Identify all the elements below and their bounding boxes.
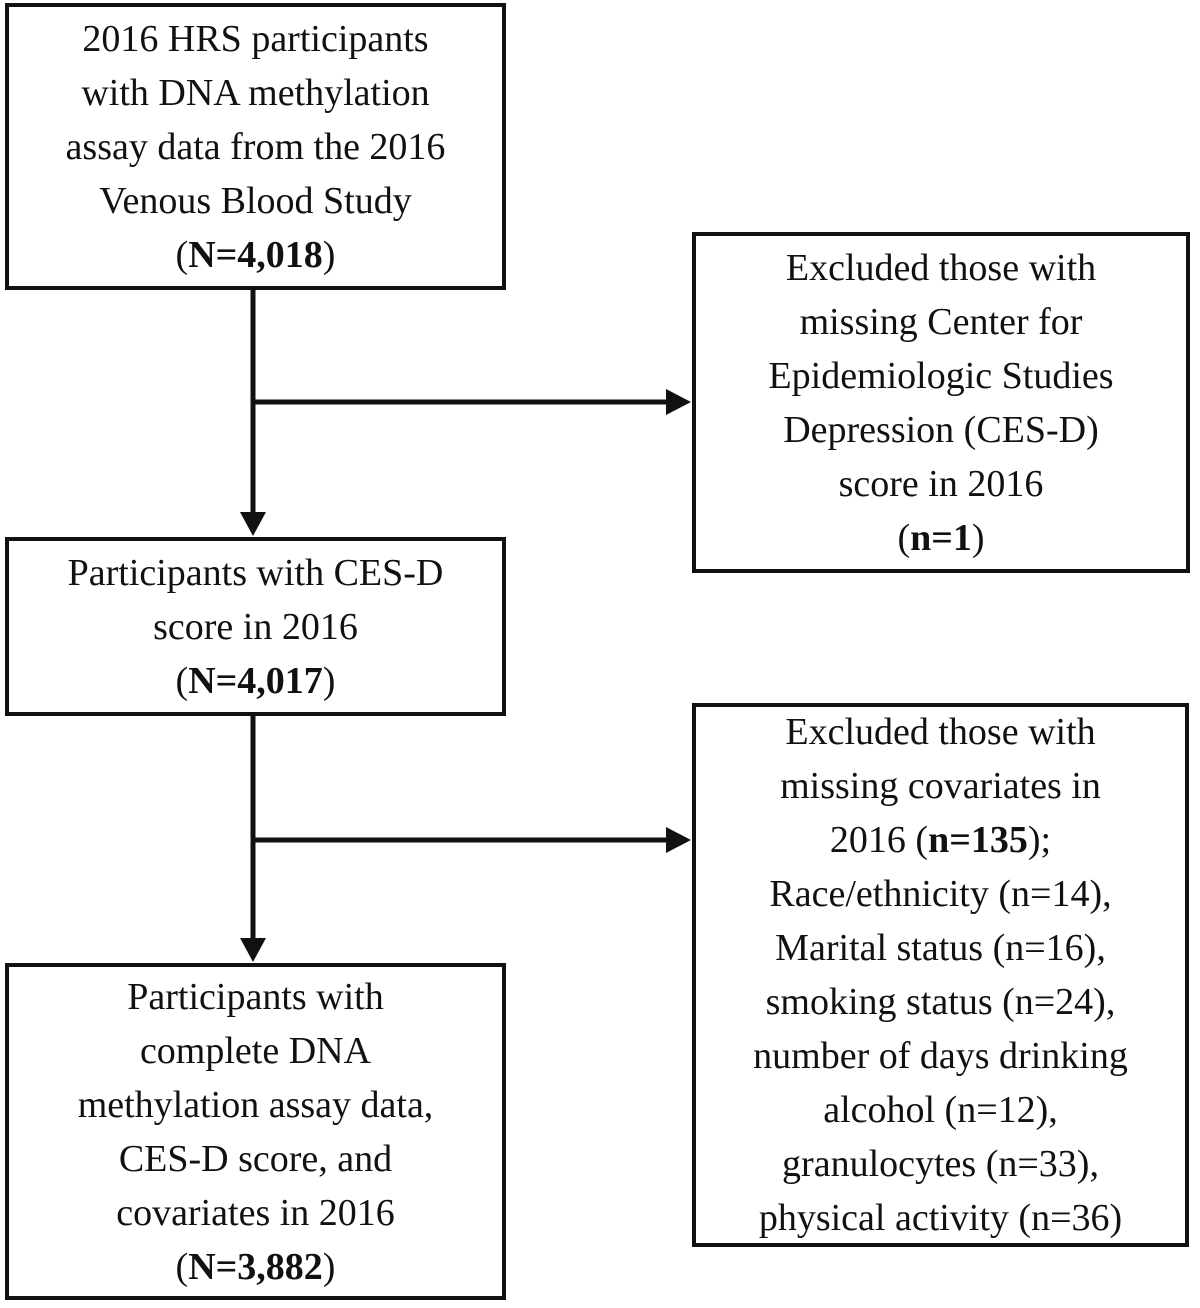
arrowhead-right-excluded-covariates: [666, 827, 691, 853]
box-text-line: complete DNA: [139, 1029, 372, 1072]
box-text-line: with DNA methylation: [81, 71, 430, 114]
box-2016-hrs-participants: [5, 3, 506, 290]
box-text-line: Race/ethnicity (n=14),: [769, 873, 1112, 915]
box-participants-complete-data: [5, 963, 506, 1300]
box-text-line: (n=1): [897, 516, 985, 559]
box-text-line: assay data from the 2016: [65, 125, 446, 168]
box-text-line: Marital status (n=16),: [775, 927, 1106, 969]
box-text-line: Participants with CES-D: [67, 551, 444, 594]
box-excluded-missing-covariates: [692, 703, 1189, 1247]
box-text-line: methylation assay data,: [77, 1083, 434, 1126]
box-text-line: Depression (CES-D): [783, 408, 1099, 451]
box-text-line: score in 2016: [153, 605, 358, 648]
box-text-line: (N=4,018): [175, 233, 336, 276]
box-text-line: Participants with: [127, 975, 384, 1018]
box-text-line: granulocytes (n=33),: [782, 1143, 1099, 1185]
arrowhead-right-excluded-cesd: [666, 389, 691, 415]
box-text-line: Venous Blood Study: [99, 179, 412, 222]
box-text-line: missing covariates in: [780, 765, 1101, 807]
box-excluded-missing-cesd: [692, 232, 1190, 573]
box-text-line: CES-D score, and: [118, 1137, 393, 1180]
box-text-line: 2016 HRS participants: [82, 17, 429, 60]
box-text-line: Epidemiologic Studies: [768, 354, 1114, 397]
box-text-line: score in 2016: [838, 462, 1044, 505]
box-text-line: Excluded those with: [785, 246, 1097, 289]
box-text-line: missing Center for: [799, 300, 1083, 343]
box-text-line: (N=4,017): [175, 659, 336, 702]
box-text-line: Excluded those with: [785, 711, 1096, 753]
box-text-line: 2016 (n=135);: [829, 819, 1052, 861]
box-text-line: smoking status (n=24),: [765, 981, 1116, 1023]
arrowhead-down-bottom: [240, 938, 266, 962]
box-text-line: number of days drinking: [753, 1035, 1128, 1077]
arrowhead-down-middle: [240, 512, 266, 536]
box-participants-with-cesd: [5, 537, 506, 716]
box-text-line: physical activity (n=36): [758, 1197, 1123, 1239]
box-text-line: covariates in 2016: [116, 1191, 395, 1234]
box-text-line: (N=3,882): [175, 1245, 336, 1288]
box-text-line: alcohol (n=12),: [823, 1089, 1058, 1131]
